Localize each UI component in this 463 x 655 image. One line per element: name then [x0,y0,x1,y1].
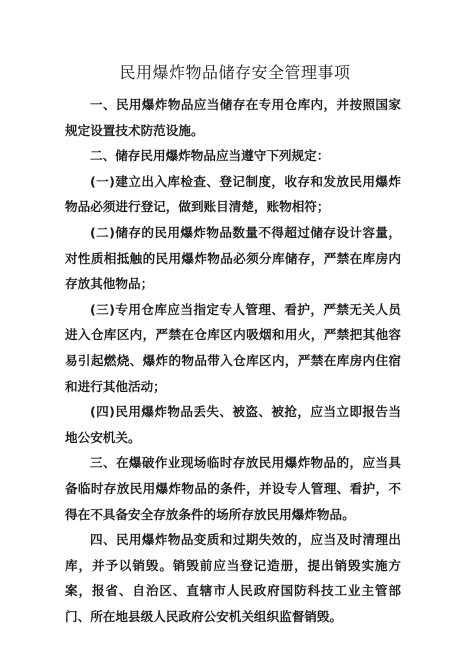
paragraph-3: (一)建立出入库检查、登记制度，收存和发放民用爆炸物品必须进行登记，做到账目清楚，账物相符； [65,173,401,215]
paragraph-7: 三、在爆破作业现场临时存放民用爆炸物品的，应当具备临时存放民用爆炸物品的条件，并设专人管理、看护，不得在不具备安全存放条件的场所存放民用爆炸物品。 [65,455,401,522]
document-title: 民用爆炸物品储存安全管理事项 [119,63,351,82]
paragraph-4: (二)储存的民用爆炸物品数量不得超过储存设计容量，对性质相抵触的民用爆炸物品必须分库储存，严禁在库房内存放其他物品； [65,224,401,292]
paragraph-8: 四、民用爆炸物品变质和过期失效的，应当及时清理出库，并予以销毁。销毁前应当登记造册，提出销毁实施方案，报省、自治区、直辖市人民政府国防科技工业主管部门、所在地县级人民政府公安机关组织监督销毁。 [65,532,401,624]
paragraph-1: 一、民用爆炸物品应当储存在专用仓库内，并按照国家规定设置技术防范设施。 [65,97,401,138]
paragraph-5: (三)专用仓库应当指定专人管理、看护，严禁无关人员进入仓库区内，严禁在仓库区内吸烟和用火，严禁把其他容易引起燃烧、爆炸的物品带入仓库区内，严禁在库房内住宿和进行其他活动； [65,301,401,394]
paragraph-2: 二、储存民用爆炸物品应当遵守下列规定： [90,148,330,164]
paragraph-6: (四)民用爆炸物品丢失、被盗、被抢，应当立即报告当地公安机关。 [65,404,401,445]
